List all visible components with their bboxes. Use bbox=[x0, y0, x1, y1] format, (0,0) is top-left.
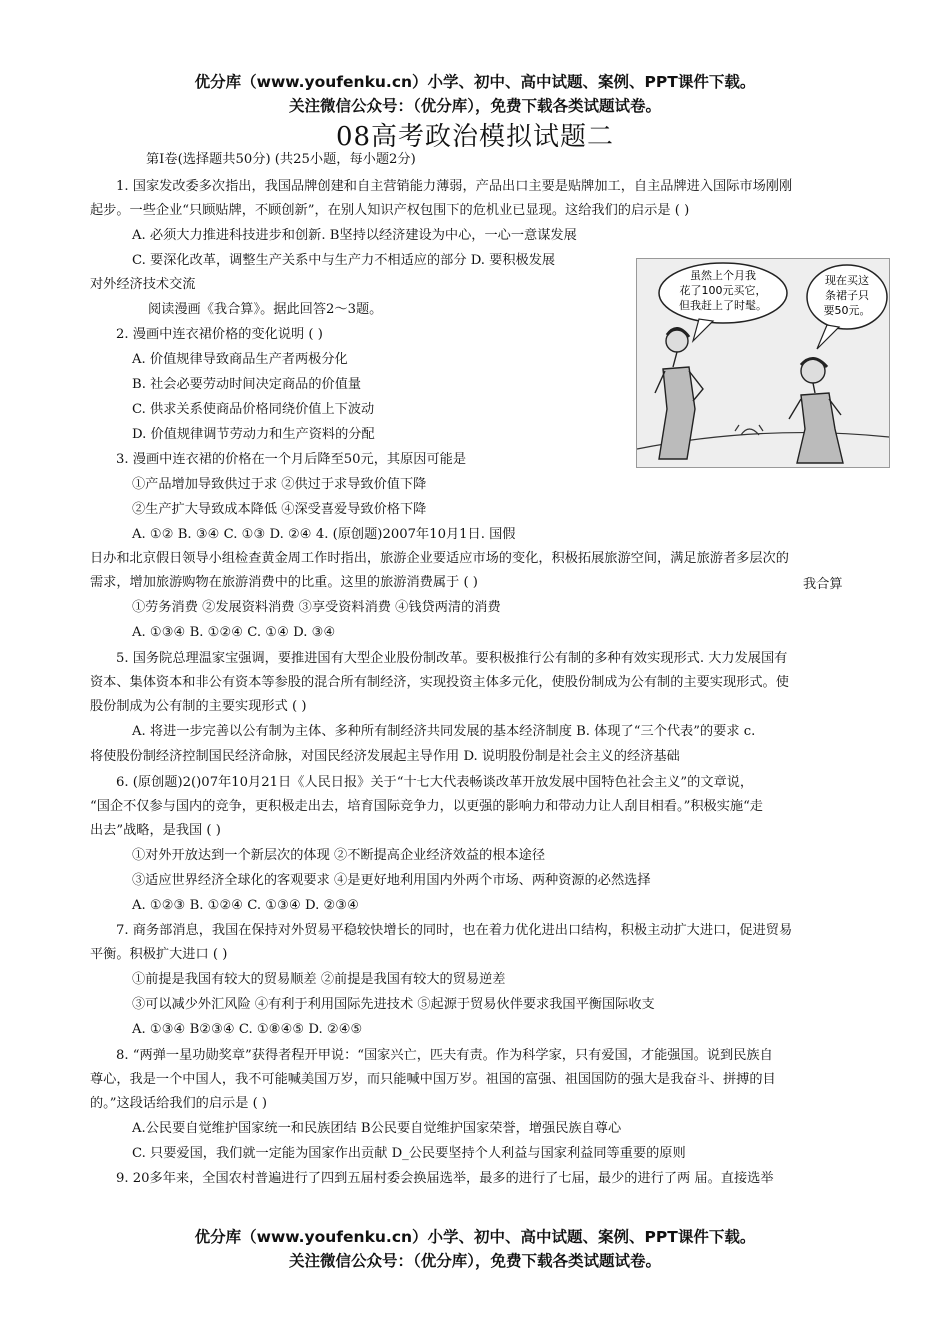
text-line: 2. 漫画中连衣裙价格的变化说明 ( ) bbox=[116, 327, 323, 342]
text-line: 8. “两弹一星功勋奖章”获得者程开甲说：“国家兴亡，匹夫有责。作为科学家，只有爱国，才能强国。说到民族自 bbox=[116, 1048, 773, 1063]
text-line: C. 只要爱国，我们就一定能为国家作出贡献 D_公民要坚持个人利益与国家利益同等重要的原则 bbox=[132, 1146, 686, 1161]
bubble-left-text: 但我赶上了时髦。 bbox=[679, 299, 767, 312]
header-line-2: 关注微信公众号：（优分库），免费下载各类试题试卷。 bbox=[288, 97, 661, 115]
footer-line-1: 优分库（www.youfenku.cn）小学、初中、高中试题、案例、PPT课件下载。 bbox=[194, 1228, 756, 1246]
text-line: ①劳务消费 ②发展资料消费 ③享受资料消费 ④钱贷两清的消费 bbox=[132, 600, 501, 615]
text-line: A. ①②③ B. ①②④ C. ①③④ D. ②③④ bbox=[132, 898, 359, 913]
text-line: 将使股份制经济控制国民经济命脉，对国民经济发展起主导作用 D. 说明股份制是社会主义的经济基础 bbox=[90, 749, 680, 764]
text-line: A. 价值规律导致商品生产者两极分化 bbox=[132, 352, 348, 367]
text-line: 尊心，我是一个中国人，我不可能喊美国万岁，而只能喊中国万岁。祖国的富强、祖国国防的强大是我奋斗、拼搏的目 bbox=[90, 1072, 776, 1087]
bubble-left-text: 花了100元买它， bbox=[679, 284, 767, 297]
text-line: 股份制成为公有制的主要实现形式 ( ) bbox=[90, 699, 307, 714]
text-line: C. 供求关系使商品价格同绕价值上下波动 bbox=[132, 402, 375, 417]
text-line: 的。”这段话给我们的启示是 ( ) bbox=[90, 1096, 268, 1111]
text-line: A. ①② B. ③④ C. ①③ D. ②④ 4. (原创题)2007年10月1日. 国假 bbox=[132, 527, 516, 542]
cartoon-drawing bbox=[637, 259, 889, 467]
footer-line-2: 关注微信公众号：（优分库），免费下载各类试题试卷。 bbox=[288, 1252, 661, 1270]
text-line: B. 社会必要劳动时间决定商品的价值量 bbox=[132, 377, 362, 392]
bubble-right-text: 现在买这 bbox=[825, 274, 869, 287]
text-line: 7. 商务部消息，我国在保持对外贸易平稳较快增长的同时，也在着力优化进出口结构，积极主动扩大进口，促进贸易 bbox=[116, 923, 793, 938]
text-line: 对外经济技术交流 bbox=[90, 277, 196, 292]
text-line: 日办和北京假日领导小组检查黄金周工作时指出，旅游企业要适应市场的变化，积极拓展旅游空间，满足旅游者多层次的 bbox=[90, 551, 789, 566]
cartoon-illustration bbox=[636, 258, 890, 468]
bubble-right-text: 要50元。 bbox=[823, 304, 871, 317]
text-line: A. ①③④ B. ①②④ C. ①④ D. ③④ bbox=[132, 625, 336, 640]
text-line: ③可以减少外汇风险 ④有利于利用国际先进技术 ⑤起源于贸易伙伴要求我国平衡国际收支 bbox=[132, 997, 655, 1012]
header-line-1: 优分库（www.youfenku.cn）小学、初中、高中试题、案例、PPT课件下载。 bbox=[194, 73, 756, 91]
text-line: ①前提是我国有较大的贸易顺差 ②前提是我国有较大的贸易逆差 bbox=[132, 972, 506, 987]
text-line: 出去”战略，是我国 ( ) bbox=[90, 823, 221, 838]
text-line: ①产品增加导致供过于求 ②供过于求导致价值下降 bbox=[132, 477, 427, 492]
text-line: D. 价值规律调节劳动力和生产资料的分配 bbox=[132, 427, 375, 442]
text-line: 起步。一些企业“只顾贴牌，不顾创新”，在别人知识产权包围下的危机业已显现。这给我们的启示是 ( ) bbox=[90, 203, 690, 218]
text-line: 5. 国务院总理温家宝强调，要推进国有大型企业股份制改革。要积极推行公有制的多种有效实现形式. 大力发展国有 bbox=[116, 651, 788, 666]
text-line: 3. 漫画中连衣裙的价格在一个月后降至50元，其原因可能是 bbox=[116, 452, 467, 467]
text-line: C. 要深化改革，调整生产关系中与生产力不相适应的部分 D. 要积极发展 bbox=[132, 253, 556, 268]
text-line: A. 将进一步完善以公有制为主体、多种所有制经济共同发展的基本经济制度 B. 体现了“三个代表”的要求 c. bbox=[132, 724, 756, 739]
page-title: 08高考政治模拟试题二 bbox=[335, 122, 615, 152]
text-line: ③适应世界经济全球化的客观要求 ④是更好地利用国内外两个市场、两种资源的必然选择 bbox=[132, 873, 651, 888]
cartoon-caption: 我合算 bbox=[803, 577, 843, 592]
text-line: A. ①③④ B②③④ C. ①⑧④⑤ D. ②④⑤ bbox=[132, 1022, 363, 1037]
text-line: 资本、集体资本和非公有资本等参股的混合所有制经济，实现投资主体多元化，使股份制成为公有制的主要实现形式。使 bbox=[90, 675, 789, 690]
text-line: 1. 国家发改委多次指出，我国品牌创建和自主营销能力薄弱，产品出口主要是贴牌加工，自主品牌进入国际市场刚刚 bbox=[116, 179, 793, 194]
bubble-right-text: 条裙子只 bbox=[825, 289, 869, 302]
text-line: ①对外开放达到一个新层次的体现 ②不断提高企业经济效益的根本途径 bbox=[132, 848, 546, 863]
text-line: 6. (原创题)2()07年10月21日《人民日报》关于“十七大代表畅谈改革开放发展中国特色社会主义”的文章说， bbox=[116, 775, 754, 790]
text-line: 9. 20多年来，全国农村普遍进行了四到五届村委会换届选举，最多的进行了七届，最少的进行了两 届。直接选举 bbox=[116, 1171, 774, 1186]
text-line: 阅读漫画《我合算》。据此回答2～3题。 bbox=[148, 302, 383, 317]
text-line: 需求，增加旅游购物在旅游消费中的比重。这里的旅游消费属于 ( ) bbox=[90, 575, 478, 590]
text-line: A.公民要自觉维护国家统一和民族团结 B公民要自觉维护国家荣誉，增强民族自尊心 bbox=[132, 1121, 622, 1136]
text-line: 平衡。积极扩大进口 ( ) bbox=[90, 947, 228, 962]
bubble-left-text: 虽然上个月我 bbox=[690, 269, 756, 282]
text-line: ②生产扩大导致成本降低 ④深受喜爱导致价格下降 bbox=[132, 502, 427, 517]
text-line: “国企不仅参与国内的竞争，更积极走出去，培育国际竞争力，以更强的影响力和带动力让人刮目相看。”积极实施“走 bbox=[90, 799, 763, 814]
section-heading: 第Ⅰ卷(选择题共50分) (共25小题，每小题2分) bbox=[146, 152, 416, 167]
text-line: A. 必须大力推进科技进步和创新. B坚持以经济建设为中心，一心一意谋发展 bbox=[132, 228, 577, 243]
